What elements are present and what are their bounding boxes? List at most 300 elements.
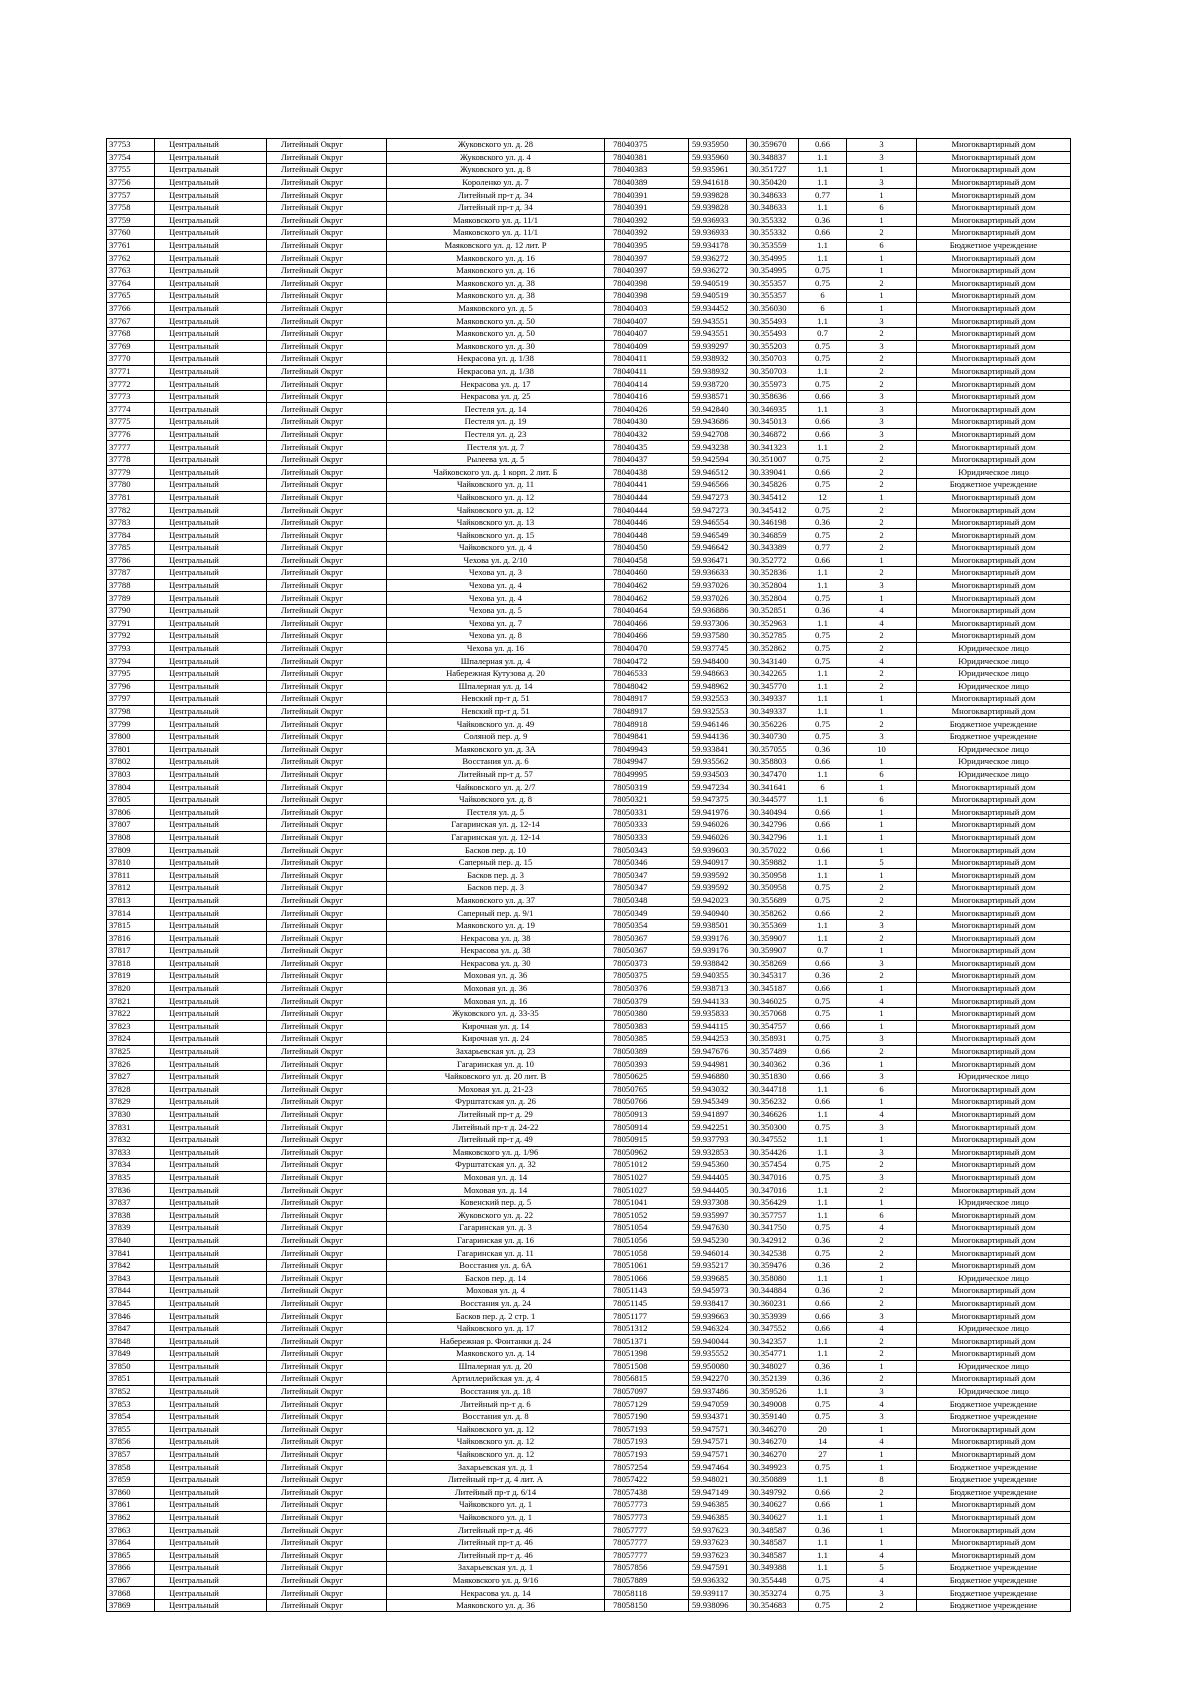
latitude-cell: 59.938713 bbox=[689, 982, 747, 995]
building-code-cell: 78040398 bbox=[605, 277, 689, 290]
longitude-cell: 30.341641 bbox=[747, 781, 799, 794]
count-cell: 6 bbox=[847, 1209, 917, 1222]
volume-cell: 0.75 bbox=[799, 453, 847, 466]
count-cell: 4 bbox=[847, 655, 917, 668]
record-id-cell: 37861 bbox=[107, 1499, 155, 1512]
municipal-okrug-cell: Литейный Округ bbox=[267, 378, 387, 391]
address-cell: Маяковского ул. д. 19 bbox=[387, 919, 605, 932]
record-id-cell: 37782 bbox=[107, 504, 155, 517]
volume-cell: 0.66 bbox=[799, 554, 847, 567]
address-cell: Чайковского ул. д. 15 bbox=[387, 529, 605, 542]
district-cell: Центральный bbox=[155, 932, 267, 945]
volume-cell: 1.1 bbox=[799, 252, 847, 265]
count-cell: 6 bbox=[847, 239, 917, 252]
building-code-cell: 78050331 bbox=[605, 806, 689, 819]
record-id-cell: 37776 bbox=[107, 428, 155, 441]
volume-cell: 1.1 bbox=[799, 164, 847, 177]
district-cell: Центральный bbox=[155, 1121, 267, 1134]
table-row bbox=[107, 504, 1071, 517]
municipal-okrug-cell: Литейный Округ bbox=[267, 189, 387, 202]
owner-type-cell: Многоквартирный дом bbox=[917, 1121, 1071, 1134]
building-code-cell: 78057773 bbox=[605, 1511, 689, 1524]
building-code-cell: 78050319 bbox=[605, 781, 689, 794]
municipal-okrug-cell: Литейный Округ bbox=[267, 592, 387, 605]
longitude-cell: 30.349008 bbox=[747, 1398, 799, 1411]
district-cell: Центральный bbox=[155, 1360, 267, 1373]
record-id-cell: 37786 bbox=[107, 554, 155, 567]
record-id-cell: 37780 bbox=[107, 479, 155, 492]
count-cell: 2 bbox=[847, 1259, 917, 1272]
count-cell: 6 bbox=[847, 793, 917, 806]
owner-type-cell: Многоквартирный дом bbox=[917, 441, 1071, 454]
district-cell: Центральный bbox=[155, 1385, 267, 1398]
count-cell: 6 bbox=[847, 768, 917, 781]
longitude-cell: 30.355493 bbox=[747, 315, 799, 328]
record-id-cell: 37787 bbox=[107, 567, 155, 580]
count-cell: 3 bbox=[847, 919, 917, 932]
latitude-cell: 59.939603 bbox=[689, 844, 747, 857]
municipal-okrug-cell: Литейный Округ bbox=[267, 1473, 387, 1486]
longitude-cell: 30.347552 bbox=[747, 1322, 799, 1335]
longitude-cell: 30.351830 bbox=[747, 1070, 799, 1083]
municipal-okrug-cell: Литейный Округ bbox=[267, 945, 387, 958]
owner-type-cell: Многоквартирный дом bbox=[917, 1096, 1071, 1109]
owner-type-cell: Многоквартирный дом bbox=[917, 340, 1071, 353]
latitude-cell: 59.937793 bbox=[689, 1133, 747, 1146]
building-code-cell: 78040397 bbox=[605, 252, 689, 265]
owner-type-cell: Многоквартирный дом bbox=[917, 227, 1071, 240]
count-cell: 4 bbox=[847, 1574, 917, 1587]
owner-type-cell: Многоквартирный дом bbox=[917, 1310, 1071, 1323]
volume-cell: 1.1 bbox=[799, 1385, 847, 1398]
address-cell: Чайковского ул. д. 1 корп. 2 лит. Б bbox=[387, 466, 605, 479]
longitude-cell: 30.359526 bbox=[747, 1385, 799, 1398]
district-cell: Центральный bbox=[155, 327, 267, 340]
volume-cell: 0.36 bbox=[799, 743, 847, 756]
building-code-cell: 78051398 bbox=[605, 1348, 689, 1361]
latitude-cell: 59.947571 bbox=[689, 1436, 747, 1449]
record-id-cell: 37803 bbox=[107, 768, 155, 781]
record-id-cell: 37789 bbox=[107, 592, 155, 605]
record-id-cell: 37860 bbox=[107, 1486, 155, 1499]
owner-type-cell: Многоквартирный дом bbox=[917, 1020, 1071, 1033]
longitude-cell: 30.342796 bbox=[747, 831, 799, 844]
latitude-cell: 59.936471 bbox=[689, 554, 747, 567]
record-id-cell: 37848 bbox=[107, 1335, 155, 1348]
owner-type-cell: Многоквартирный дом bbox=[917, 982, 1071, 995]
building-code-cell: 78040411 bbox=[605, 353, 689, 366]
volume-cell: 0.66 bbox=[799, 1096, 847, 1109]
address-cell: Маяковского ул. д. 14 bbox=[387, 1348, 605, 1361]
record-id-cell: 37775 bbox=[107, 416, 155, 429]
longitude-cell: 30.340494 bbox=[747, 806, 799, 819]
district-cell: Центральный bbox=[155, 1473, 267, 1486]
owner-type-cell: Многоквартирный дом bbox=[917, 894, 1071, 907]
count-cell: 1 bbox=[847, 1461, 917, 1474]
address-cell: Чайковского ул. д. 12 bbox=[387, 1423, 605, 1436]
record-id-cell: 37813 bbox=[107, 894, 155, 907]
count-cell: 10 bbox=[847, 743, 917, 756]
address-cell: Литейный пр-т д. 46 bbox=[387, 1524, 605, 1537]
district-cell: Центральный bbox=[155, 1133, 267, 1146]
address-cell: Жуковского ул. д. 8 bbox=[387, 164, 605, 177]
owner-type-cell: Многоквартирный дом bbox=[917, 1033, 1071, 1046]
longitude-cell: 30.348837 bbox=[747, 151, 799, 164]
record-id-cell: 37790 bbox=[107, 604, 155, 617]
latitude-cell: 59.936332 bbox=[689, 1574, 747, 1587]
municipal-okrug-cell: Литейный Округ bbox=[267, 718, 387, 731]
municipal-okrug-cell: Литейный Округ bbox=[267, 315, 387, 328]
longitude-cell: 30.347470 bbox=[747, 768, 799, 781]
table-row bbox=[107, 151, 1071, 164]
address-cell: Литейный пр-т д. 4 лит. А bbox=[387, 1473, 605, 1486]
record-id-cell: 37788 bbox=[107, 579, 155, 592]
volume-cell: 0.66 bbox=[799, 139, 847, 152]
volume-cell: 0.75 bbox=[799, 353, 847, 366]
longitude-cell: 30.348633 bbox=[747, 201, 799, 214]
count-cell: 3 bbox=[847, 139, 917, 152]
longitude-cell: 30.341323 bbox=[747, 441, 799, 454]
address-cell: Кирочная ул. д. 24 bbox=[387, 1033, 605, 1046]
volume-cell: 0.66 bbox=[799, 844, 847, 857]
table-row bbox=[107, 630, 1071, 643]
longitude-cell: 30.347552 bbox=[747, 1133, 799, 1146]
address-cell: Жуковского ул. д. 33-35 bbox=[387, 1007, 605, 1020]
count-cell: 2 bbox=[847, 378, 917, 391]
municipal-okrug-cell: Литейный Округ bbox=[267, 201, 387, 214]
municipal-okrug-cell: Литейный Округ bbox=[267, 1348, 387, 1361]
owner-type-cell: Многоквартирный дом bbox=[917, 164, 1071, 177]
municipal-okrug-cell: Литейный Округ bbox=[267, 1385, 387, 1398]
longitude-cell: 30.349388 bbox=[747, 1562, 799, 1575]
longitude-cell: 30.345826 bbox=[747, 479, 799, 492]
longitude-cell: 30.342538 bbox=[747, 1247, 799, 1260]
longitude-cell: 30.351727 bbox=[747, 164, 799, 177]
count-cell: 2 bbox=[847, 353, 917, 366]
address-cell: Некрасова ул. д. 1/38 bbox=[387, 365, 605, 378]
table-row bbox=[107, 604, 1071, 617]
count-cell: 2 bbox=[847, 907, 917, 920]
count-cell: 1 bbox=[847, 252, 917, 265]
address-cell: Маяковского ул. д. 37 bbox=[387, 894, 605, 907]
latitude-cell: 59.945360 bbox=[689, 1159, 747, 1172]
owner-type-cell: Многоквартирный дом bbox=[917, 290, 1071, 303]
latitude-cell: 59.938571 bbox=[689, 390, 747, 403]
building-code-cell: 78040458 bbox=[605, 554, 689, 567]
longitude-cell: 30.348027 bbox=[747, 1360, 799, 1373]
municipal-okrug-cell: Литейный Округ bbox=[267, 957, 387, 970]
longitude-cell: 30.355332 bbox=[747, 227, 799, 240]
record-id-cell: 37823 bbox=[107, 1020, 155, 1033]
table-row bbox=[107, 516, 1071, 529]
table-row bbox=[107, 667, 1071, 680]
address-cell: Короленко ул. д. 7 bbox=[387, 176, 605, 189]
table-row bbox=[107, 693, 1071, 706]
table-row bbox=[107, 1385, 1071, 1398]
longitude-cell: 30.352862 bbox=[747, 642, 799, 655]
longitude-cell: 30.359476 bbox=[747, 1259, 799, 1272]
address-cell: Чайковского ул. д. 4 bbox=[387, 542, 605, 555]
record-id-cell: 37812 bbox=[107, 882, 155, 895]
latitude-cell: 59.946880 bbox=[689, 1070, 747, 1083]
owner-type-cell: Многоквартирный дом bbox=[917, 1423, 1071, 1436]
municipal-okrug-cell: Литейный Округ bbox=[267, 919, 387, 932]
building-code-cell: 78040432 bbox=[605, 428, 689, 441]
volume-cell: 27 bbox=[799, 1448, 847, 1461]
district-cell: Центральный bbox=[155, 1297, 267, 1310]
count-cell: 3 bbox=[847, 1310, 917, 1323]
count-cell: 3 bbox=[847, 1171, 917, 1184]
building-code-cell: 78048042 bbox=[605, 680, 689, 693]
record-id-cell: 37841 bbox=[107, 1247, 155, 1260]
owner-type-cell: Многоквартирный дом bbox=[917, 1184, 1071, 1197]
latitude-cell: 59.934178 bbox=[689, 239, 747, 252]
latitude-cell: 59.948021 bbox=[689, 1473, 747, 1486]
record-id-cell: 37821 bbox=[107, 995, 155, 1008]
municipal-okrug-cell: Литейный Округ bbox=[267, 1096, 387, 1109]
owner-type-cell: Бюджетное учреждение bbox=[917, 1574, 1071, 1587]
municipal-okrug-cell: Литейный Округ bbox=[267, 642, 387, 655]
building-code-cell: 78050346 bbox=[605, 856, 689, 869]
record-id-cell: 37827 bbox=[107, 1070, 155, 1083]
count-cell: 3 bbox=[847, 390, 917, 403]
building-code-cell: 78057777 bbox=[605, 1536, 689, 1549]
building-code-cell: 78040460 bbox=[605, 567, 689, 580]
count-cell: 3 bbox=[847, 1033, 917, 1046]
record-id-cell: 37836 bbox=[107, 1184, 155, 1197]
count-cell: 3 bbox=[847, 957, 917, 970]
latitude-cell: 59.948663 bbox=[689, 667, 747, 680]
table-row bbox=[107, 542, 1071, 555]
count-cell: 5 bbox=[847, 1562, 917, 1575]
count-cell: 2 bbox=[847, 1247, 917, 1260]
address-cell: Восстания ул. д. 8 bbox=[387, 1410, 605, 1423]
district-cell: Центральный bbox=[155, 164, 267, 177]
owner-type-cell: Многоквартирный дом bbox=[917, 1146, 1071, 1159]
volume-cell: 6 bbox=[799, 302, 847, 315]
latitude-cell: 59.944405 bbox=[689, 1171, 747, 1184]
count-cell: 2 bbox=[847, 1599, 917, 1612]
district-cell: Центральный bbox=[155, 982, 267, 995]
latitude-cell: 59.941897 bbox=[689, 1108, 747, 1121]
count-cell: 4 bbox=[847, 1322, 917, 1335]
latitude-cell: 59.937580 bbox=[689, 630, 747, 643]
building-code-cell: 78050383 bbox=[605, 1020, 689, 1033]
municipal-okrug-cell: Литейный Округ bbox=[267, 1033, 387, 1046]
owner-type-cell: Многоквартирный дом bbox=[917, 491, 1071, 504]
building-code-cell: 78040411 bbox=[605, 365, 689, 378]
table-row bbox=[107, 1297, 1071, 1310]
building-code-cell: 78057129 bbox=[605, 1398, 689, 1411]
count-cell: 4 bbox=[847, 1108, 917, 1121]
longitude-cell: 30.355973 bbox=[747, 378, 799, 391]
table-row bbox=[107, 1133, 1071, 1146]
building-code-cell: 78040383 bbox=[605, 164, 689, 177]
record-id-cell: 37767 bbox=[107, 315, 155, 328]
count-cell: 1 bbox=[847, 831, 917, 844]
volume-cell: 1.1 bbox=[799, 1184, 847, 1197]
owner-type-cell: Многоквартирный дом bbox=[917, 567, 1071, 580]
district-cell: Центральный bbox=[155, 1499, 267, 1512]
owner-type-cell: Многоквартирный дом bbox=[917, 1234, 1071, 1247]
volume-cell: 0.66 bbox=[799, 819, 847, 832]
building-code-cell: 78057777 bbox=[605, 1549, 689, 1562]
municipal-okrug-cell: Литейный Округ bbox=[267, 491, 387, 504]
owner-type-cell: Многоквартирный дом bbox=[917, 793, 1071, 806]
longitude-cell: 30.359907 bbox=[747, 932, 799, 945]
longitude-cell: 30.345412 bbox=[747, 491, 799, 504]
building-code-cell: 78051508 bbox=[605, 1360, 689, 1373]
table-row bbox=[107, 189, 1071, 202]
record-id-cell: 37818 bbox=[107, 957, 155, 970]
address-cell: Моховая ул. д. 14 bbox=[387, 1184, 605, 1197]
volume-cell: 1.1 bbox=[799, 1536, 847, 1549]
address-cell: Маяковского ул. д. 11/1 bbox=[387, 227, 605, 240]
district-cell: Центральный bbox=[155, 768, 267, 781]
longitude-cell: 30.353274 bbox=[747, 1587, 799, 1600]
address-cell: Пестеля ул. д. 5 bbox=[387, 806, 605, 819]
volume-cell: 0.75 bbox=[799, 479, 847, 492]
latitude-cell: 59.935950 bbox=[689, 139, 747, 152]
municipal-okrug-cell: Литейный Округ bbox=[267, 1398, 387, 1411]
latitude-cell: 59.937623 bbox=[689, 1536, 747, 1549]
table-row bbox=[107, 705, 1071, 718]
building-code-cell: 78040395 bbox=[605, 239, 689, 252]
owner-type-cell: Многоквартирный дом bbox=[917, 1335, 1071, 1348]
municipal-okrug-cell: Литейный Округ bbox=[267, 793, 387, 806]
owner-type-cell: Юридическое лицо bbox=[917, 1196, 1071, 1209]
building-code-cell: 78051312 bbox=[605, 1322, 689, 1335]
longitude-cell: 30.351007 bbox=[747, 453, 799, 466]
table-row bbox=[107, 781, 1071, 794]
district-cell: Центральный bbox=[155, 730, 267, 743]
table-row bbox=[107, 1574, 1071, 1587]
record-id-cell: 37799 bbox=[107, 718, 155, 731]
owner-type-cell: Юридическое лицо bbox=[917, 768, 1071, 781]
address-cell: Артиллерийская ул. д. 4 bbox=[387, 1373, 605, 1386]
municipal-okrug-cell: Литейный Округ bbox=[267, 416, 387, 429]
municipal-okrug-cell: Литейный Округ bbox=[267, 214, 387, 227]
volume-cell: 0.66 bbox=[799, 806, 847, 819]
latitude-cell: 59.937026 bbox=[689, 579, 747, 592]
longitude-cell: 30.357489 bbox=[747, 1045, 799, 1058]
latitude-cell: 59.947273 bbox=[689, 491, 747, 504]
address-cell: Чайковского ул. д. 1 bbox=[387, 1511, 605, 1524]
longitude-cell: 30.345317 bbox=[747, 970, 799, 983]
municipal-okrug-cell: Литейный Округ bbox=[267, 1070, 387, 1083]
table-row bbox=[107, 214, 1071, 227]
municipal-okrug-cell: Литейный Округ bbox=[267, 579, 387, 592]
latitude-cell: 59.947464 bbox=[689, 1461, 747, 1474]
district-cell: Центральный bbox=[155, 390, 267, 403]
address-cell: Шпалерная ул. д. 20 bbox=[387, 1360, 605, 1373]
district-cell: Центральный bbox=[155, 882, 267, 895]
latitude-cell: 59.946014 bbox=[689, 1247, 747, 1260]
municipal-okrug-cell: Литейный Округ bbox=[267, 1133, 387, 1146]
building-code-cell: 78049841 bbox=[605, 730, 689, 743]
volume-cell: 1.1 bbox=[799, 1209, 847, 1222]
volume-cell: 6 bbox=[799, 290, 847, 303]
volume-cell: 0.75 bbox=[799, 1171, 847, 1184]
address-cell: Маяковского ул. д. 11/1 bbox=[387, 214, 605, 227]
table-row bbox=[107, 856, 1071, 869]
longitude-cell: 30.352836 bbox=[747, 567, 799, 580]
table-row bbox=[107, 1410, 1071, 1423]
table-row bbox=[107, 592, 1071, 605]
district-cell: Центральный bbox=[155, 340, 267, 353]
district-cell: Центральный bbox=[155, 693, 267, 706]
table-row bbox=[107, 1335, 1071, 1348]
district-cell: Центральный bbox=[155, 516, 267, 529]
record-id-cell: 37849 bbox=[107, 1348, 155, 1361]
address-cell: Восстания ул. д. 6 bbox=[387, 756, 605, 769]
volume-cell: 0.36 bbox=[799, 1259, 847, 1272]
count-cell: 2 bbox=[847, 227, 917, 240]
count-cell: 3 bbox=[847, 1070, 917, 1083]
count-cell: 3 bbox=[847, 416, 917, 429]
count-cell: 1 bbox=[847, 945, 917, 958]
district-cell: Центральный bbox=[155, 378, 267, 391]
latitude-cell: 59.946554 bbox=[689, 516, 747, 529]
latitude-cell: 59.939685 bbox=[689, 1272, 747, 1285]
address-cell: Литейный пр-т д. 34 bbox=[387, 189, 605, 202]
building-code-cell: 78050376 bbox=[605, 982, 689, 995]
count-cell: 1 bbox=[847, 1423, 917, 1436]
district-cell: Центральный bbox=[155, 781, 267, 794]
latitude-cell: 59.943238 bbox=[689, 441, 747, 454]
latitude-cell: 59.939297 bbox=[689, 340, 747, 353]
address-cell: Фурштатская ул. д. 26 bbox=[387, 1096, 605, 1109]
count-cell: 2 bbox=[847, 1234, 917, 1247]
district-cell: Центральный bbox=[155, 630, 267, 643]
longitude-cell: 30.357757 bbox=[747, 1209, 799, 1222]
table-row bbox=[107, 1184, 1071, 1197]
longitude-cell: 30.344577 bbox=[747, 793, 799, 806]
volume-cell: 6 bbox=[799, 781, 847, 794]
volume-cell: 0.75 bbox=[799, 642, 847, 655]
district-cell: Центральный bbox=[155, 277, 267, 290]
district-cell: Центральный bbox=[155, 919, 267, 932]
volume-cell: 0.75 bbox=[799, 1398, 847, 1411]
table-row bbox=[107, 1499, 1071, 1512]
address-cell: Пестеля ул. д. 19 bbox=[387, 416, 605, 429]
longitude-cell: 30.344718 bbox=[747, 1083, 799, 1096]
volume-cell: 1.1 bbox=[799, 1083, 847, 1096]
district-cell: Центральный bbox=[155, 945, 267, 958]
longitude-cell: 30.350420 bbox=[747, 176, 799, 189]
longitude-cell: 30.346935 bbox=[747, 403, 799, 416]
volume-cell: 0.66 bbox=[799, 1310, 847, 1323]
municipal-okrug-cell: Литейный Округ bbox=[267, 365, 387, 378]
volume-cell: 1.1 bbox=[799, 932, 847, 945]
count-cell: 2 bbox=[847, 441, 917, 454]
municipal-okrug-cell: Литейный Округ bbox=[267, 982, 387, 995]
latitude-cell: 59.941976 bbox=[689, 806, 747, 819]
building-code-cell: 78040391 bbox=[605, 201, 689, 214]
volume-cell: 0.36 bbox=[799, 1373, 847, 1386]
table-row bbox=[107, 327, 1071, 340]
volume-cell: 0.75 bbox=[799, 1410, 847, 1423]
latitude-cell: 59.940519 bbox=[689, 277, 747, 290]
owner-type-cell: Юридическое лицо bbox=[917, 1360, 1071, 1373]
count-cell: 2 bbox=[847, 970, 917, 983]
longitude-cell: 30.352963 bbox=[747, 617, 799, 630]
volume-cell: 0.77 bbox=[799, 189, 847, 202]
owner-type-cell: Многоквартирный дом bbox=[917, 970, 1071, 983]
district-cell: Центральный bbox=[155, 353, 267, 366]
count-cell: 1 bbox=[847, 756, 917, 769]
longitude-cell: 30.354426 bbox=[747, 1146, 799, 1159]
